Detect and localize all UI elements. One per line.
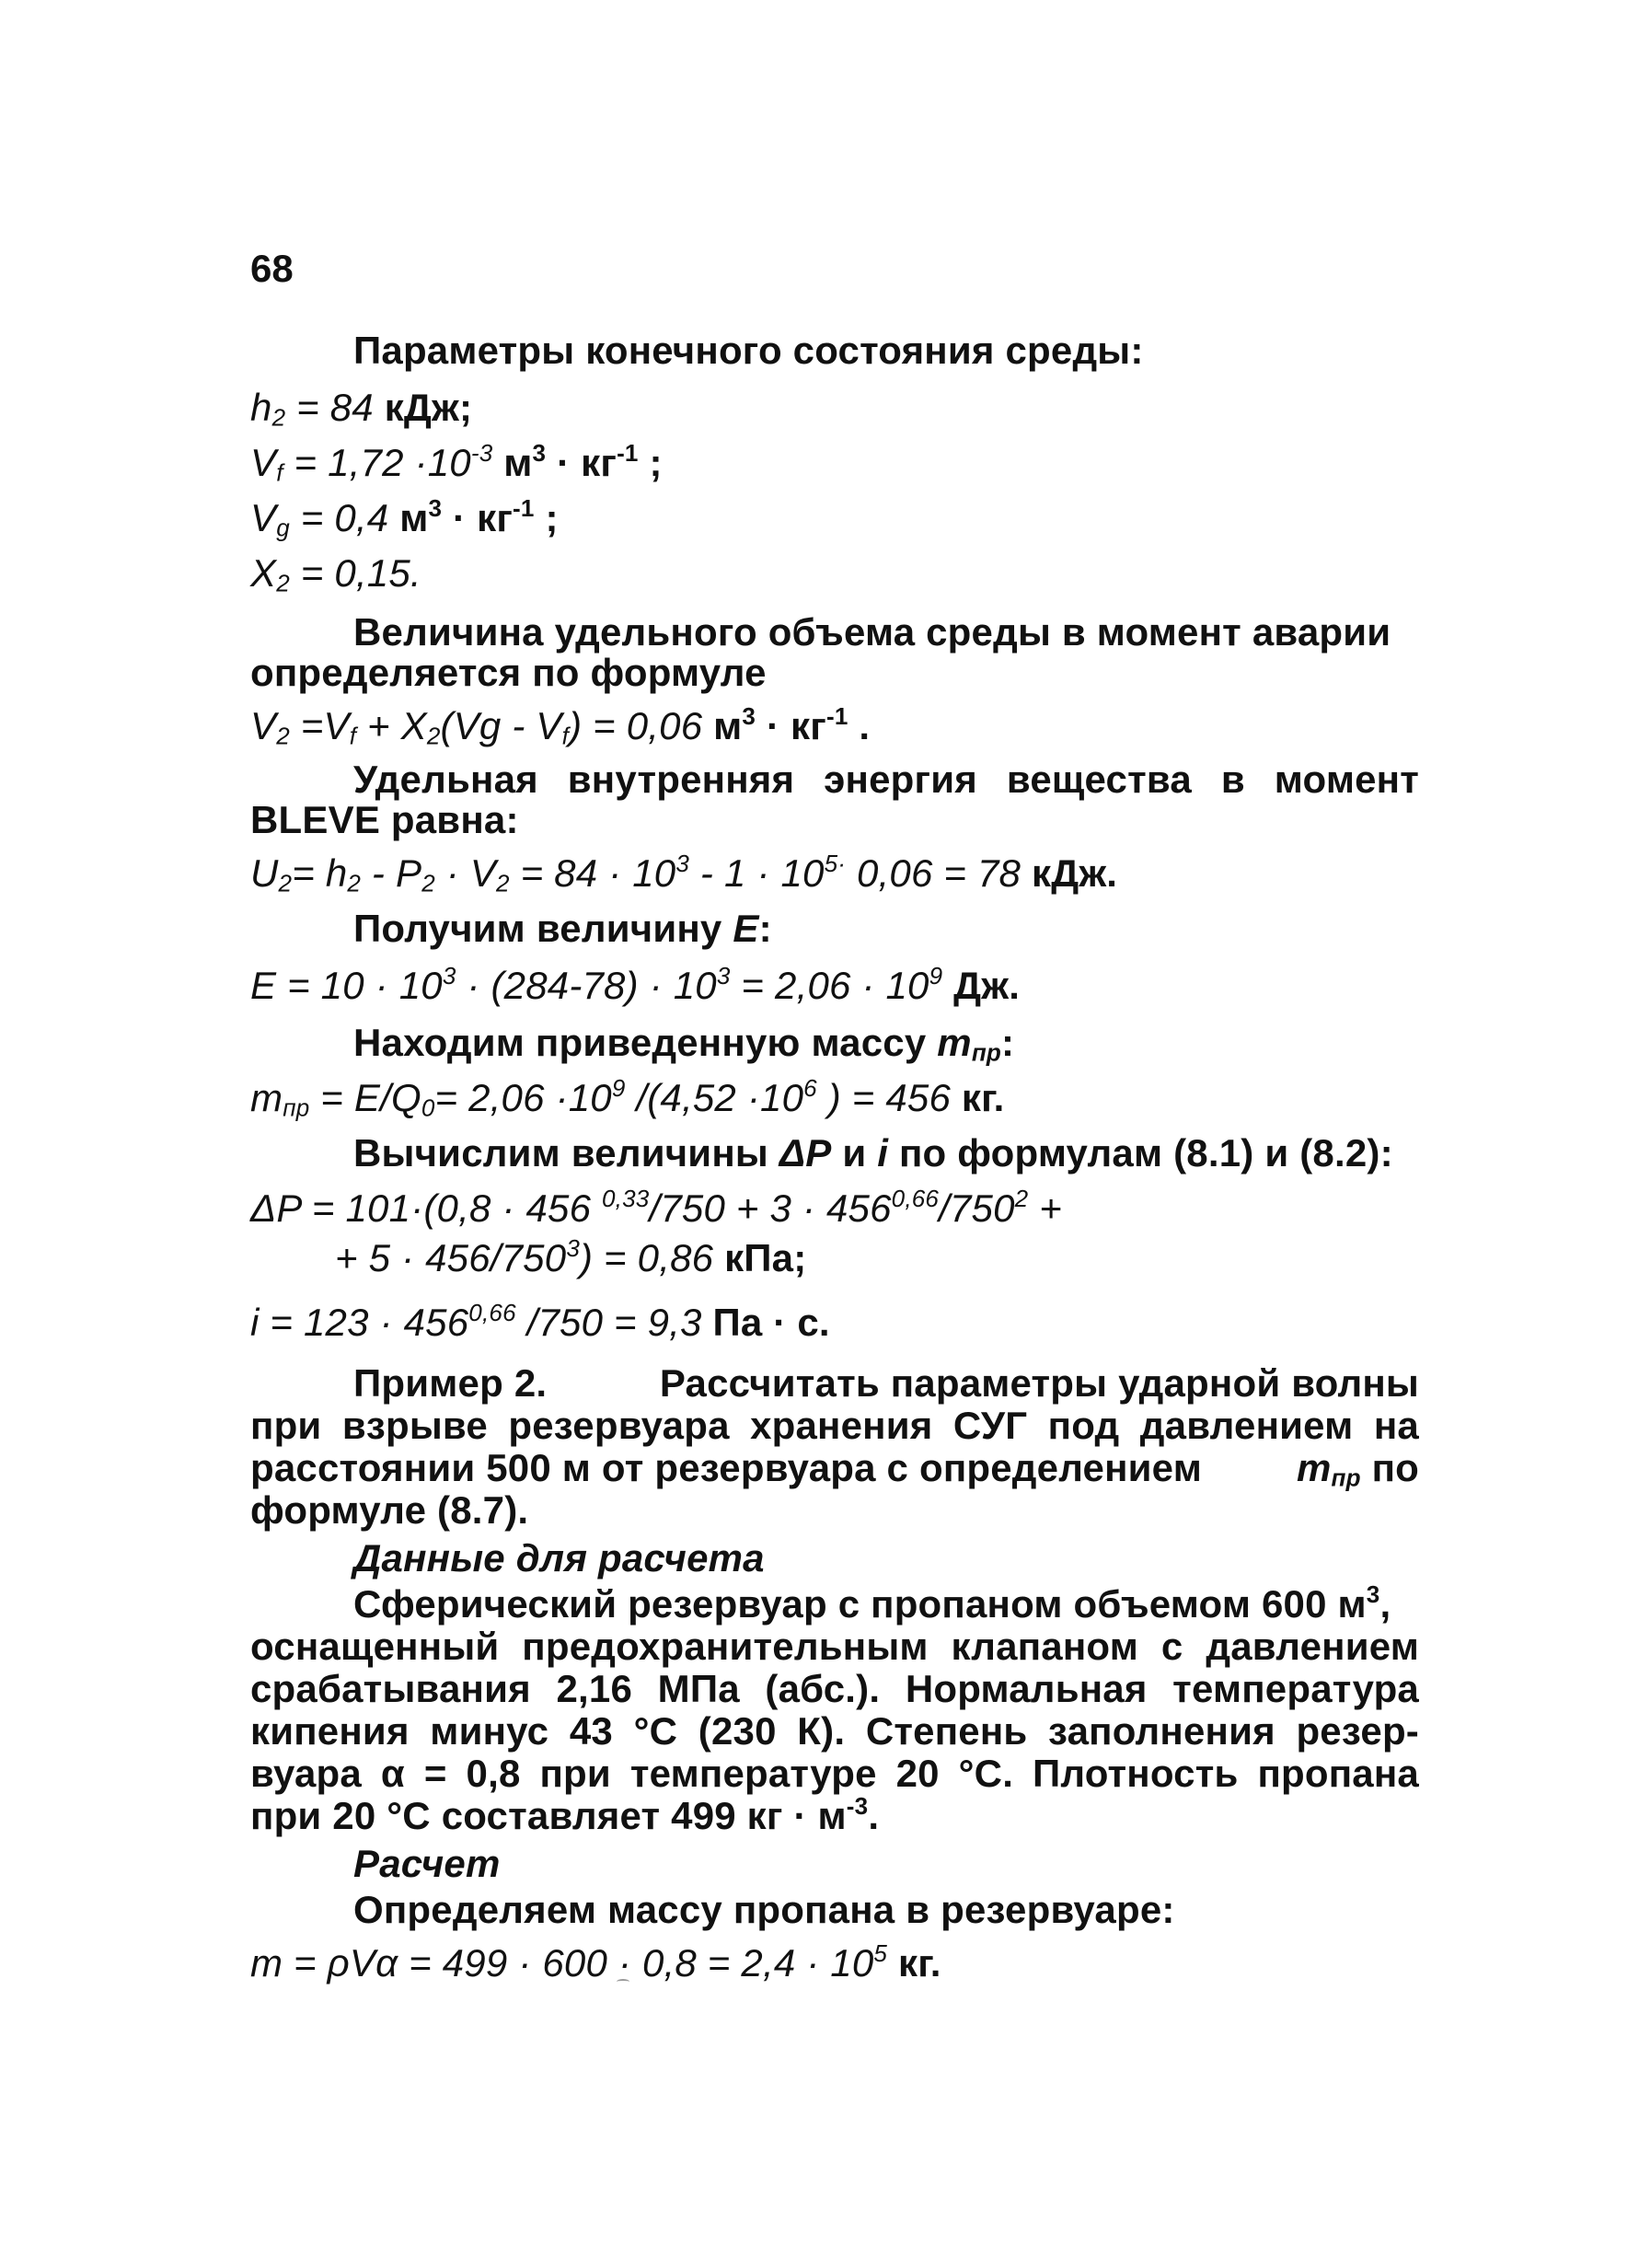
text-line: Вычислим величины ΔP и i по формулам (8.1) и (8.2): xyxy=(353,1131,1393,1174)
example-label: Пример 2. xyxy=(353,1361,548,1405)
text-line: оснащенный предохранительным клапаном с давлением xyxy=(250,1625,1419,1668)
scan-mark xyxy=(617,1979,629,1984)
text-line: Определяем массу пропана в резервуаре: xyxy=(353,1888,1175,1931)
equation-h2: $h_2 = 84$ кДж; xyxy=(250,386,473,432)
text-line: BLEVE равна: xyxy=(250,798,519,841)
text-line: Сферический резервуар с пропаном объемом 600 $м^3$, xyxy=(353,1580,1391,1626)
equation-dp-cont: + $5 \cdot 456/750^3) = 0,86$ кПа; xyxy=(335,1233,807,1279)
equation-v2: $V_2 =V_f + X_2(Vg - V_f) = 0,06$ $м^3 \cdot кг^{-1}$ . xyxy=(250,701,871,750)
text-line: кипения минус 43 °С (230 К). Степень заполнения резер- xyxy=(250,1709,1419,1753)
text-line: Пример 2. Рассчитать параметры ударной волны xyxy=(353,1361,1419,1405)
section-heading: Данные для расчета xyxy=(353,1536,765,1580)
text-line: срабатывания 2,16 МПа (абс.). Нормальная температура xyxy=(250,1667,1419,1710)
equation-vg: $V_g = 0,4$ $м^3 \cdot кг^{-1}$ ; xyxy=(250,493,559,542)
equation-u2: $U_2= h_2 - P_2 \cdot V_2 = 84 \cdot 10^3 - 1 \cdot 10^{5\cdot}$ 0,06 = 78 кДж. xyxy=(250,849,1118,897)
equation-dp: ΔP = 101·(0,8 · 456 $^{0,33}/750 + 3 \cdot 456^{0,66}/750^2$ + xyxy=(250,1184,1062,1230)
equation-e: $E = 10 \cdot 10^3 \cdot (284-78) \cdot 10^3 = 2,06 \cdot 10^9$ Дж. xyxy=(250,961,1021,1007)
text-line: Получим величину E: xyxy=(353,907,772,950)
text-line: Удельная внутренняя энергия вещества в момент xyxy=(353,758,1419,801)
page-number: 68 xyxy=(250,247,294,290)
text-line: Величина удельного объема среды в момент аварии xyxy=(353,610,1391,654)
text-line: Находим приведенную массу $m_{пр}$: xyxy=(353,1021,1015,1067)
equation-mpr: $m_{пр} = E/Q_0= 2,06 \cdot 10^9$ $/(4,52 \cdot 10^6$ ) = 456 кг. xyxy=(250,1073,1005,1122)
text-line: Параметры конечного состояния среды: xyxy=(353,329,1144,372)
equation-x2: $X_2 = 0,15$. xyxy=(250,551,421,597)
text-line: определяется по формуле xyxy=(250,651,767,694)
section-heading: Расчет xyxy=(353,1842,501,1885)
text-line: расстоянии 500 м от резервуара с определением $m_{пр}$ по xyxy=(250,1446,1419,1492)
text-line: при 20 °С составляет 499 кг · $м^{-3}$. xyxy=(250,1791,880,1837)
equation-vf: $V_f = 1,72 \cdot 10^{-3}$ $м^3 \cdot кг^{-1}$ ; xyxy=(250,438,663,487)
equation-i: $i = 123 \cdot 456^{0,66}$ /750 = 9,3 Па · с. xyxy=(250,1298,830,1344)
text-line: формуле (8.7). xyxy=(250,1488,529,1532)
text-line: при взрыве резервуара хранения СУГ под давлением на xyxy=(250,1404,1419,1447)
equation-mass: $m = \rho V\alpha = 499 \cdot 600 \cdot 0,8 = 2,4 \cdot 10^5$ кг. xyxy=(250,1938,941,1984)
text-line: вуара α = 0,8 при температуре 20 °С. Плотность пропана xyxy=(250,1752,1419,1795)
